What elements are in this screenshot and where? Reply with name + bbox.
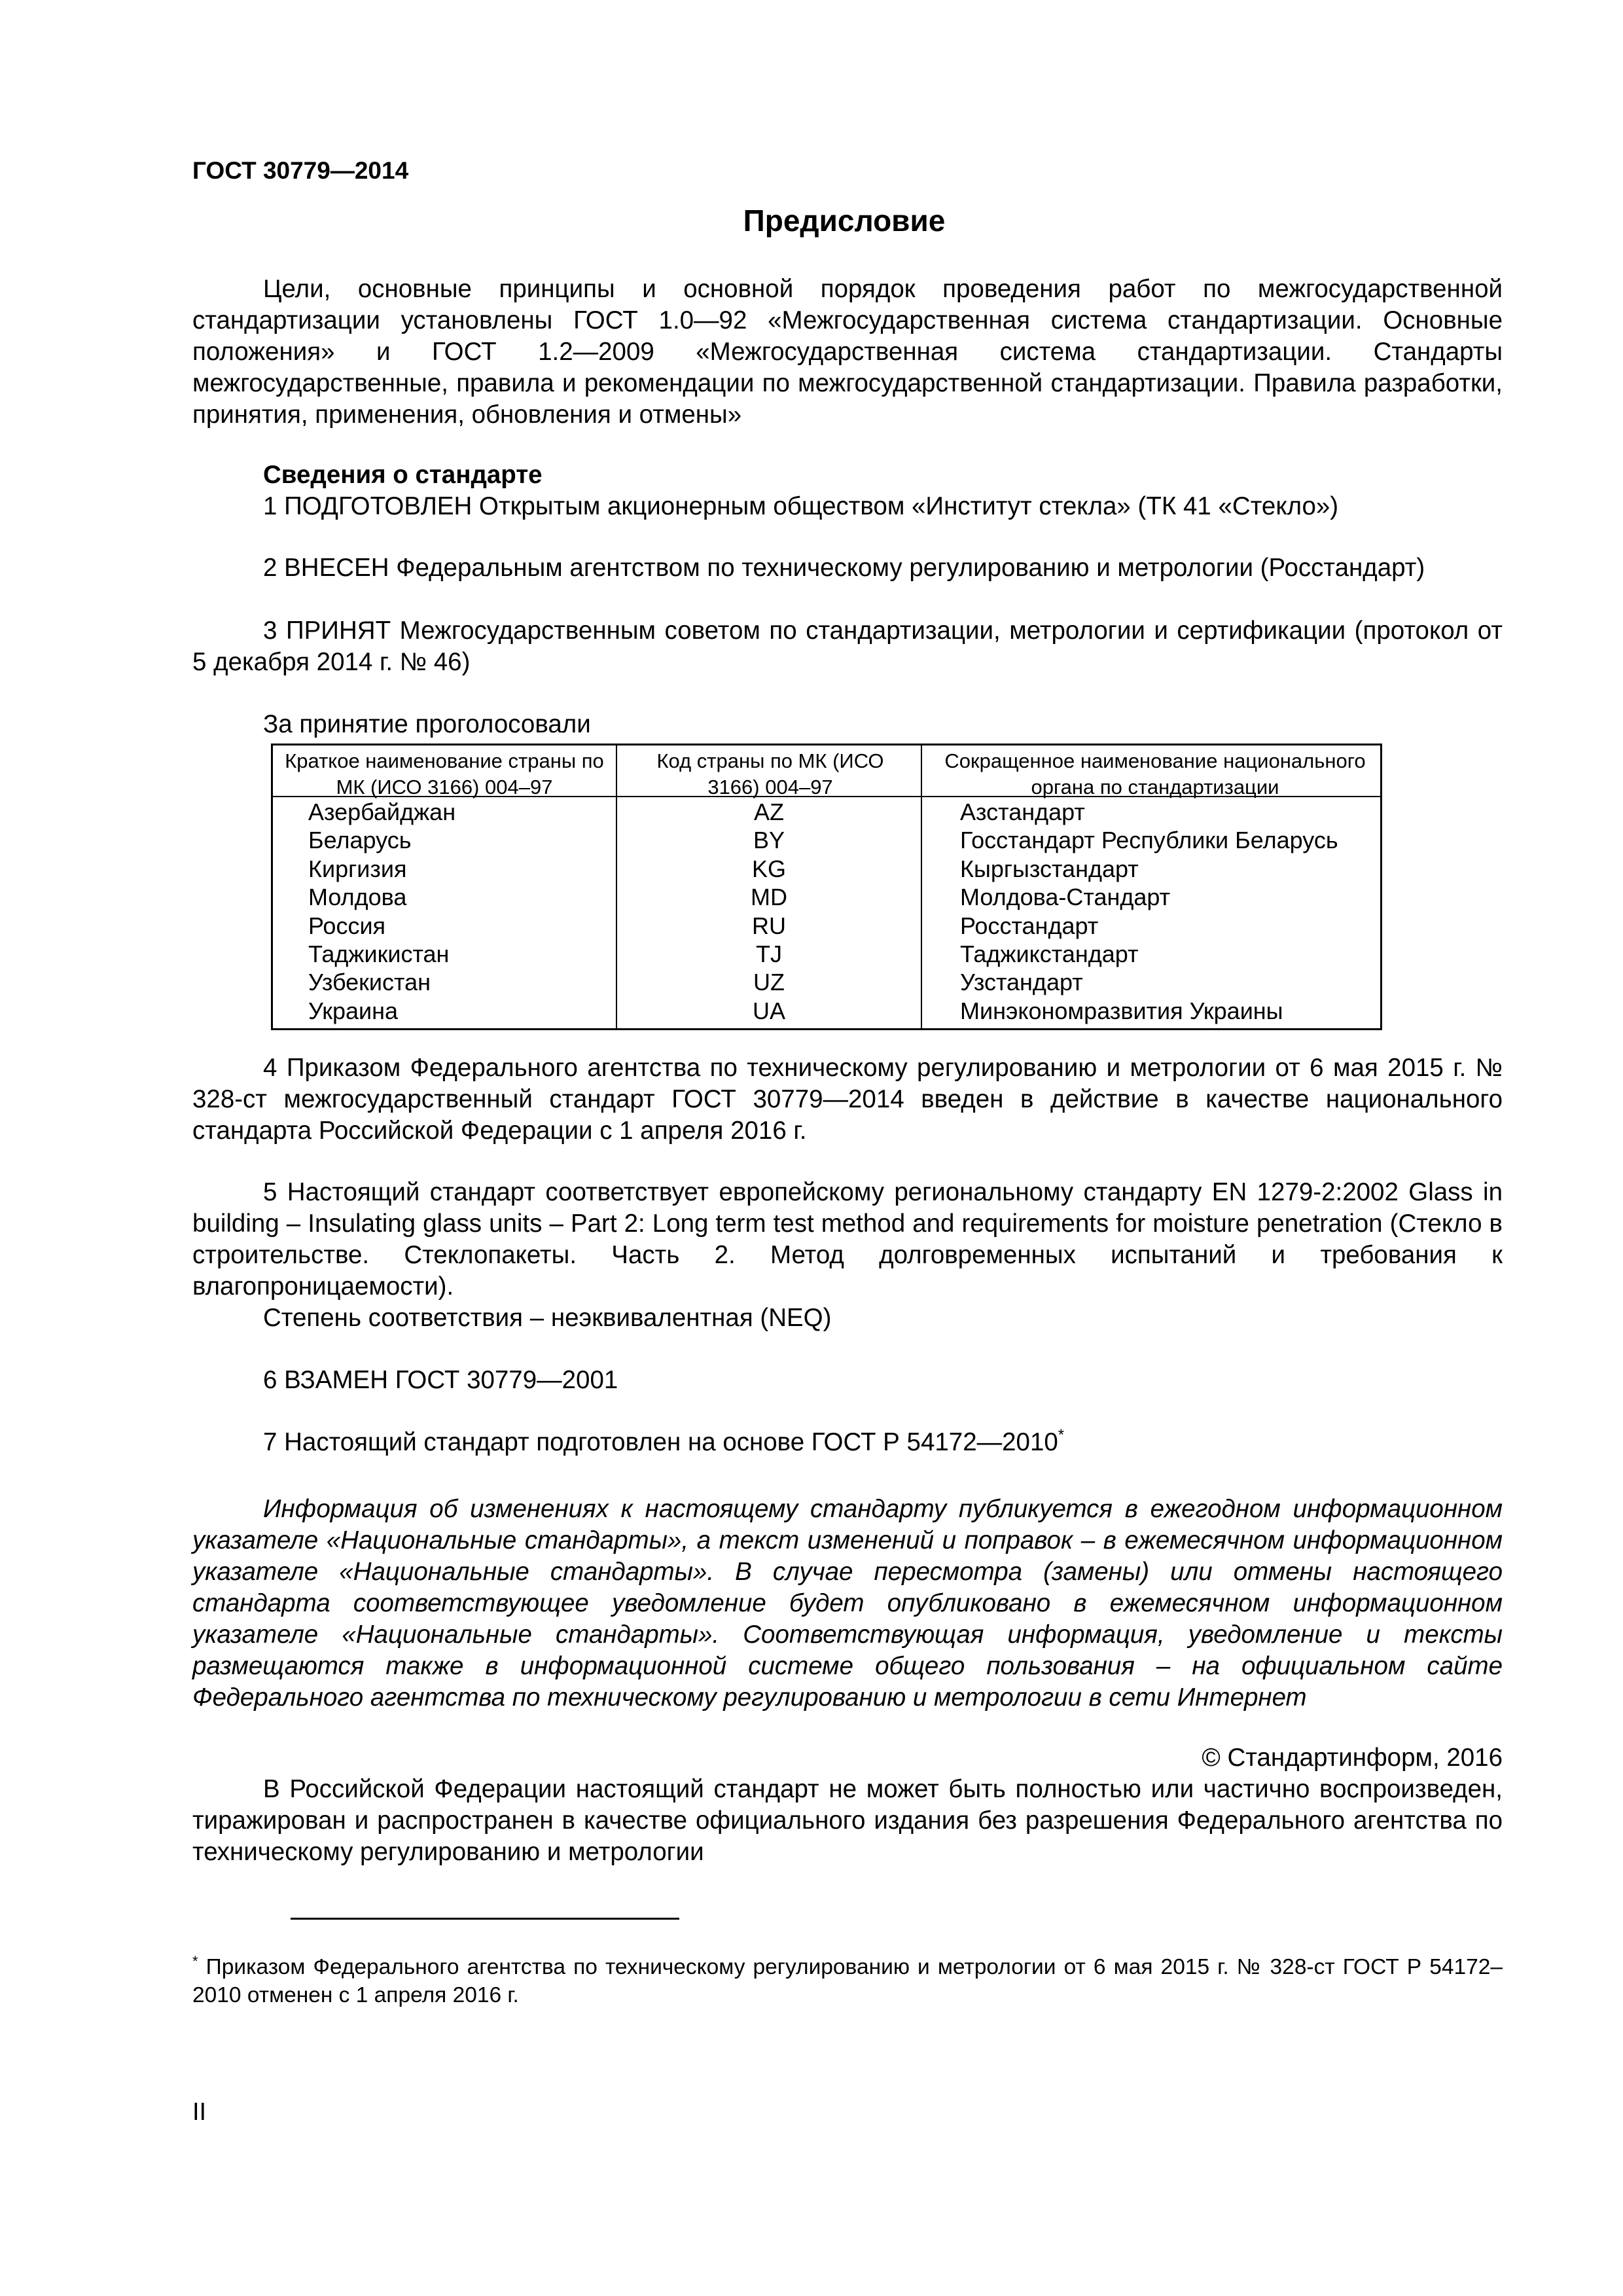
table-cell-country: Азербайджан — [308, 798, 456, 825]
item-6: 6 ВЗАМЕН ГОСТ 30779—2001 — [263, 1366, 618, 1394]
body-column — [960, 798, 1338, 1025]
table-header-country: Краткое наименование страны по МК (ИСО 3166) 004–97 — [285, 749, 604, 798]
table-cell-code: UA — [752, 997, 785, 1024]
item-1: 1 ПОДГОТОВЛЕН Открытым акционерным обществом «Институт стекла» (ТК 41 «Стекло») — [263, 492, 1339, 520]
table-header-code: Код страны по МК (ИСО 3166) 004–97 — [656, 749, 884, 798]
table-header-body: Сокращенное наименование национального органа по стандартизации — [944, 749, 1366, 798]
changes-info-paragraph: Информация об изменениях к настоящему стандарту публикуется в ежегодном информационном указателе «Национальные стандарты», а текст изменений и поправок – в ежемесячном информационном указателе «Национальные стандарты». В случае пересмотра (замены) или отмены настоящего стандарта соответствующее уведомление будет опубликовано в ежемесячном информационном указателе «Национальные стандарты». Соответствующая информация, уведомление и тексты размещаются также в информационной системе общего пользования – на официальном сайте Федерального агентства по техническому регулированию и метрологии в сети Интернет — [192, 1495, 1503, 1712]
footnote-text: Приказом Федерального агентства по техническому регулированию и метрологии от 6 мая 2015 г. № 328-ст ГОСТ Р 54172–2010 отменен с 1 апреля 2016 г. — [192, 1955, 1503, 2007]
item-4: 4 Приказом Федерального агентства по техническому регулированию и метрологии от 6 мая 2015 г. № 328-ст межгосударственный стандарт ГОСТ 30779—2014 введен в действие в качестве национального стандарта Российской Федерации с 1 апреля 2016 г. — [192, 1054, 1503, 1145]
table-cell-body: Таджикстандарт — [960, 941, 1139, 968]
code-column — [617, 798, 921, 1025]
table-divider — [921, 745, 922, 1028]
table-cell-body: Минэкономразвития Украины — [960, 997, 1283, 1024]
table-cell-body: Госстандарт Республики Беларусь — [960, 827, 1338, 854]
table-cell-body: Узстандарт — [960, 969, 1083, 996]
table-cell-code: RU — [752, 912, 786, 939]
table-cell-code: AZ — [753, 798, 784, 825]
table-cell-country: Россия — [308, 912, 386, 939]
table-cell-code: MD — [751, 884, 787, 911]
table-cell-body: Молдова-Стандарт — [960, 884, 1171, 911]
table-cell-country: Украина — [308, 997, 399, 1024]
table-cell-country: Киргизия — [308, 855, 407, 882]
table-cell-country: Таджикистан — [308, 941, 450, 968]
footnote-reference: * — [1058, 1426, 1065, 1444]
item-3: 3 ПРИНЯТ Межгосударственным советом по стандартизации, метрологии и сертификации (протокол от 5 декабря 2014 г. № 46) — [192, 617, 1503, 676]
table-cell-body: Кыргызстандарт — [960, 855, 1139, 882]
footnote — [192, 1953, 1503, 2009]
item-2: 2 ВНЕСЕН Федеральным агентством по техническому регулированию и метрологии (Росстандарт) — [263, 554, 1425, 582]
document-header: ГОСТ 30779—2014 — [192, 157, 409, 184]
table-cell-country: Беларусь — [308, 827, 412, 854]
info-heading: Сведения о стандарте — [263, 461, 543, 489]
table-cell-code: TJ — [756, 941, 782, 968]
item-7-text: 7 Настоящий стандарт подготовлен на основе ГОСТ Р 54172—2010 — [263, 1428, 1058, 1456]
page-title: Предисловие — [743, 204, 946, 238]
voting-table — [271, 744, 1382, 1030]
table-cell-code: KG — [751, 855, 786, 882]
item-7 — [263, 1427, 1064, 1458]
reproduction-notice: В Российской Федерации настоящий стандарт не может быть полностью или частично воспроизведен, тиражирован и распространен в качестве официального издания без разрешения Федерального агентства по техническому регулированию и метрологии — [192, 1775, 1503, 1866]
voted-label: За принятие проголосовали — [263, 710, 591, 738]
table-cell-code: BY — [753, 827, 785, 854]
table-cell-country: Молдова — [308, 884, 407, 911]
copyright-notice: © Стандартинформ, 2016 — [1202, 1744, 1503, 1772]
footnote-mark: * — [192, 1952, 198, 1969]
intro-paragraph: Цели, основные принципы и основной порядок проведения работ по межгосударственной стандартизации установлены ГОСТ 1.0—92 «Межгосударственная система стандартизации. Основные положения» и ГОСТ 1.2—2009 «Межгосударственная система стандартизации. Стандарты межгосударственные, правила и рекомендации по межгосударственной стандартизации. Правила разработки, принятия, применения, обновления и отмены» — [192, 275, 1503, 429]
table-cell-body: Росстандарт — [960, 912, 1099, 939]
footnote-separator — [291, 1918, 679, 1920]
country-column — [308, 798, 455, 1025]
table-cell-country: Узбекистан — [308, 969, 431, 996]
item-5: 5 Настоящий стандарт соответствует европейскому региональному стандарту EN 1279-2:2002 Glass in building – Insulating glass units – Part 2: Long term test method and requirements for moisture penetration (Стекло в строительстве. Стеклопакеты. Часть 2. Метод долговременных испытаний и требования к влагопроницаемости). — [192, 1178, 1503, 1300]
table-cell-code: UZ — [753, 969, 785, 996]
item-5-degree: Степень соответствия – неэквивалентная (NEQ) — [263, 1304, 832, 1332]
page-number: II — [192, 2098, 207, 2126]
table-cell-body: Азстандарт — [960, 798, 1085, 825]
